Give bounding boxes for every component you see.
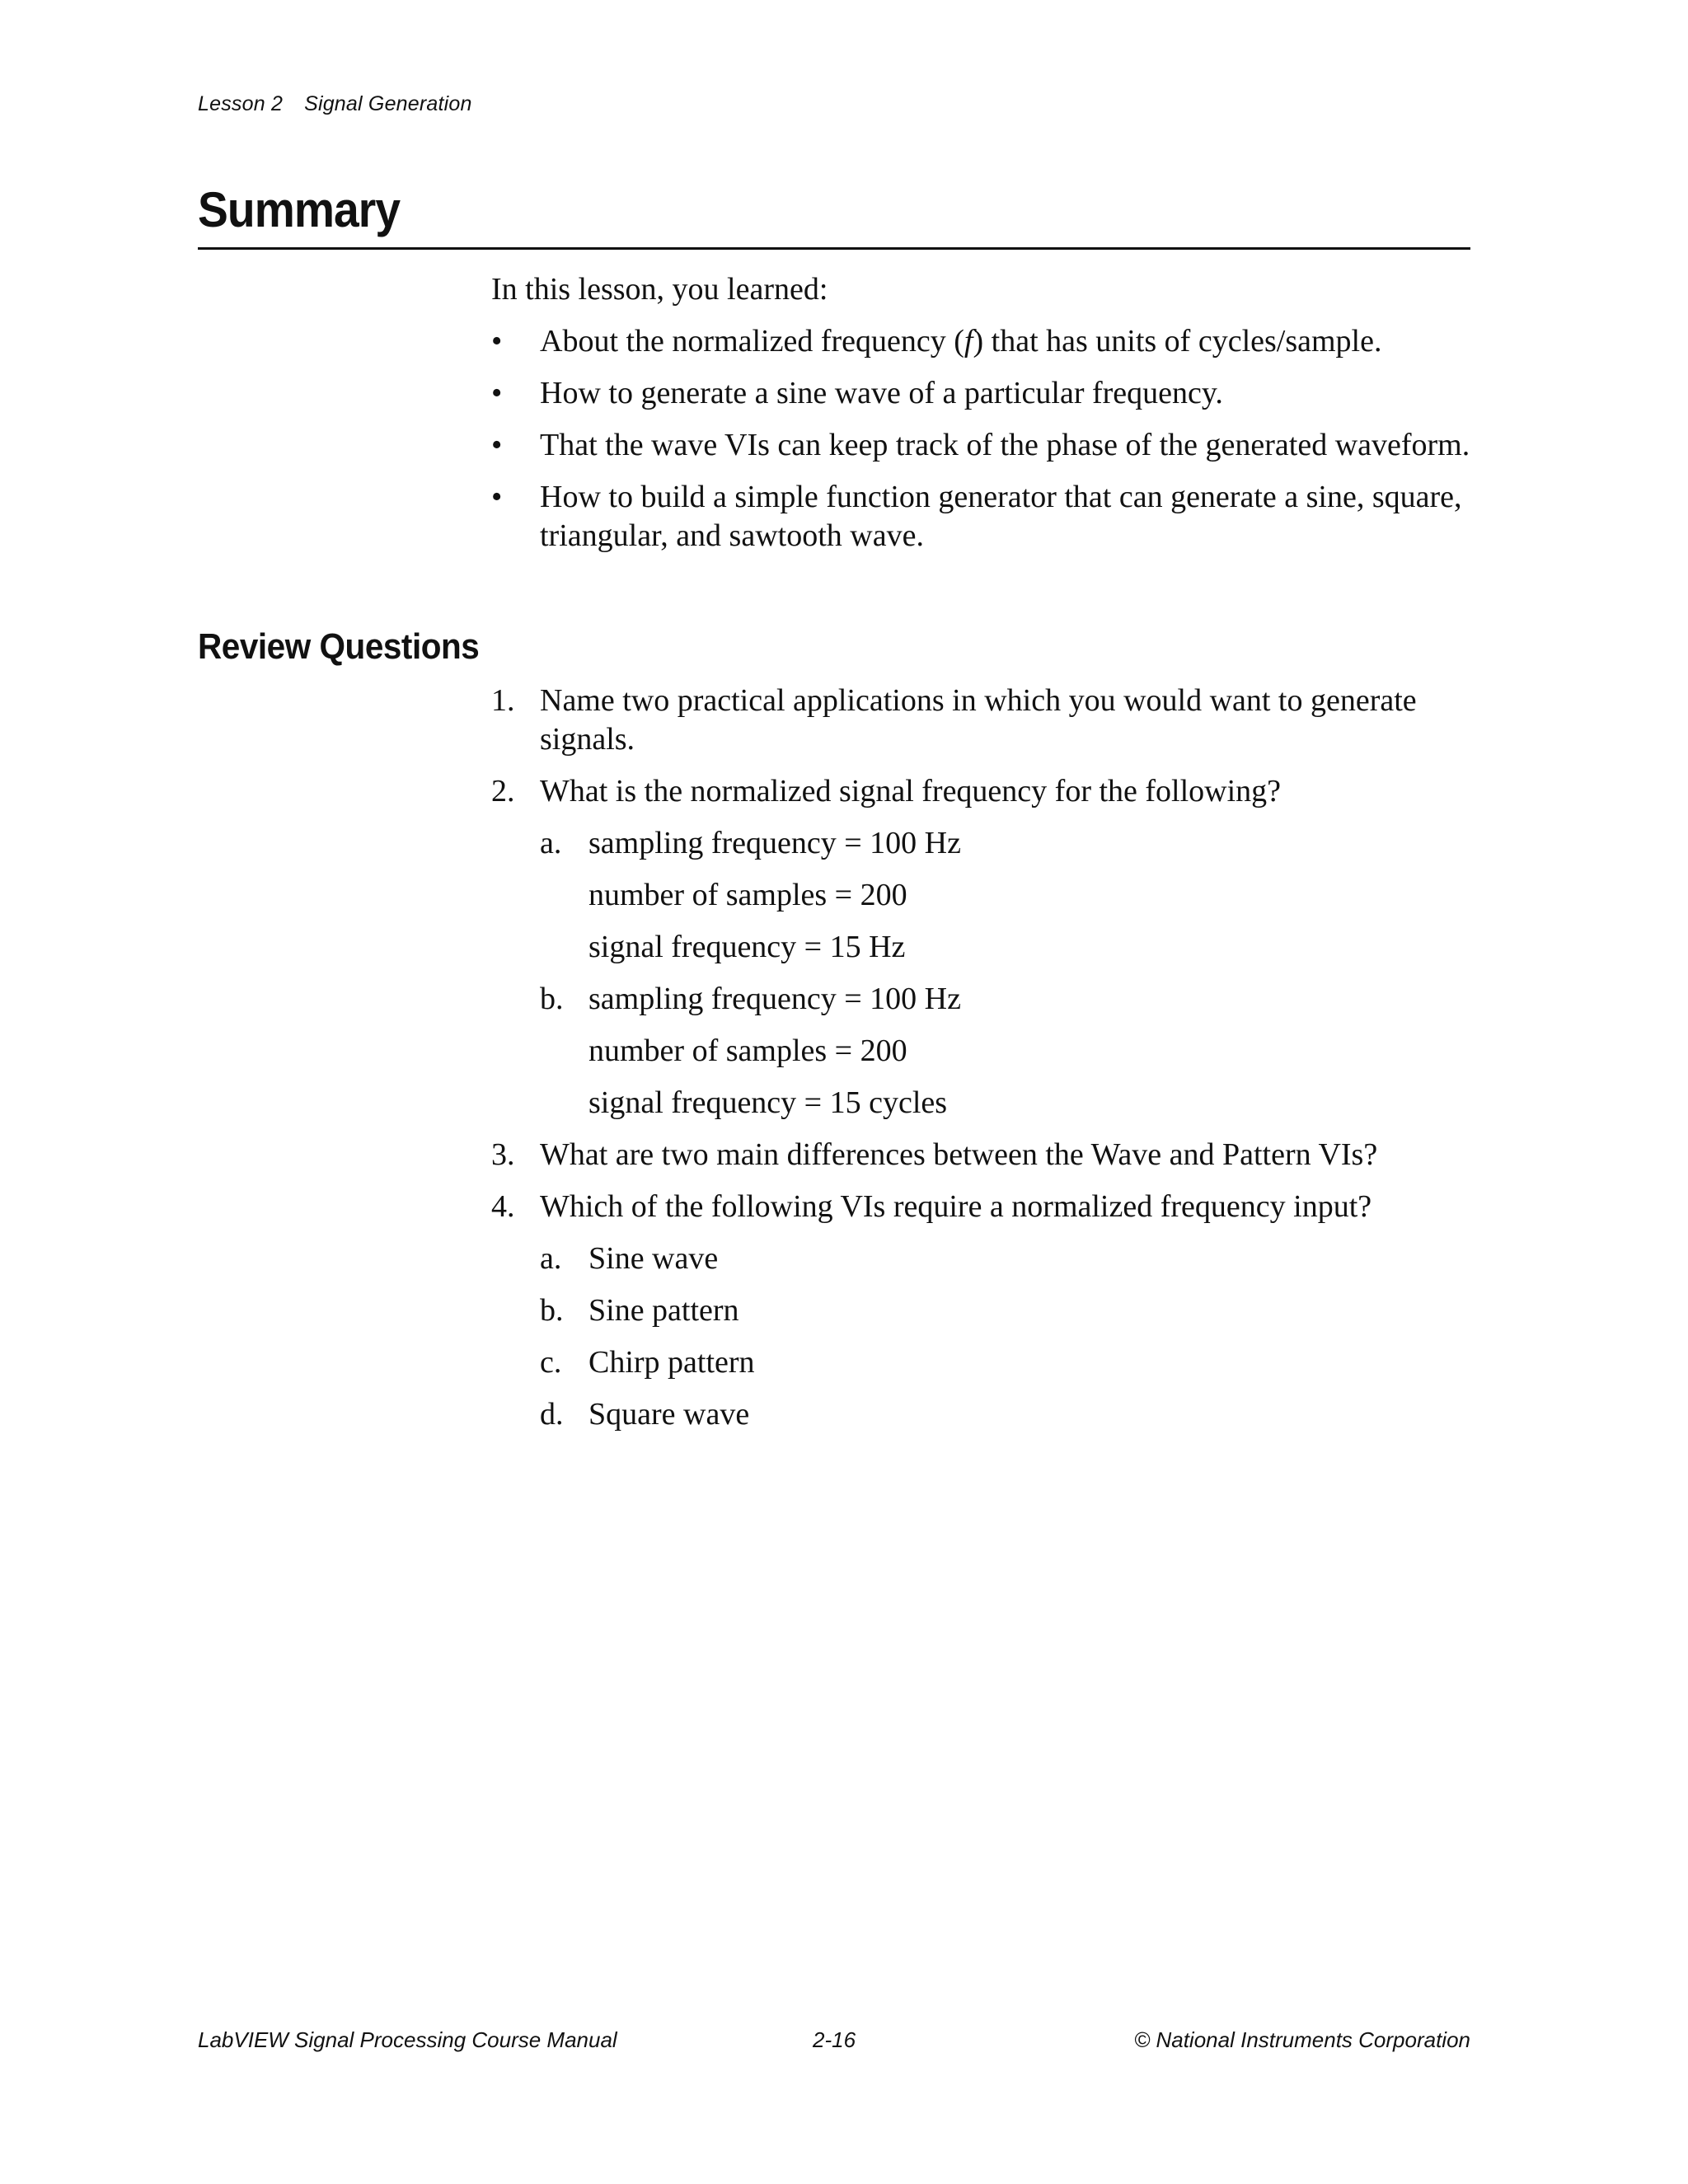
sub-question: [540, 1240, 1480, 1278]
sub-question-line: sampling frequency = 100 Hz: [588, 826, 961, 860]
sub-question-letter: d.: [540, 1397, 564, 1432]
sub-question-letter: a.: [540, 826, 562, 860]
lesson-title: Signal Generation: [304, 92, 472, 115]
sub-question-line: number of samples = 200: [588, 1033, 907, 1068]
footer-copyright: © National Instruments Corporation: [1134, 2027, 1470, 2052]
frequency-symbol: f: [964, 324, 973, 359]
sub-question-line: sampling frequency = 100 Hz: [588, 982, 961, 1016]
sub-question-line: signal frequency = 15 cycles: [588, 1085, 948, 1120]
bullet-marker: •: [491, 480, 503, 514]
question-list: [491, 682, 1480, 1447]
question-number: 4.: [491, 1189, 515, 1224]
sub-question-letter: c.: [540, 1345, 562, 1380]
lesson-number: Lesson 2: [198, 92, 284, 115]
sub-question-letter: a.: [540, 1241, 562, 1276]
question-text: Name two practical applications in which you would want to generate signals.: [540, 683, 1417, 757]
question-text: What is the normalized signal frequency for the following?: [540, 774, 1282, 808]
heading-rule: [198, 247, 1470, 250]
summary-item-text: How to build a simple function generator that can generate a sine, square, triangular, and sawtooth wave.: [540, 480, 1462, 553]
summary-item: [491, 478, 1480, 555]
question-text: What are two main differences between the Wave and Pattern VIs?: [540, 1137, 1378, 1172]
summary-item: [491, 374, 1480, 413]
sub-question: [540, 980, 1480, 1122]
sub-question-line: Square wave: [588, 1397, 750, 1432]
bullet-marker: •: [491, 376, 503, 410]
summary-item: [491, 322, 1480, 361]
sub-question-list: [540, 1240, 1480, 1434]
sub-question-line: Sine pattern: [588, 1293, 739, 1328]
summary-item-text-start: About the normalized frequency (: [540, 324, 964, 359]
sub-question: [540, 1343, 1480, 1382]
sub-question-letter: b.: [540, 982, 564, 1016]
bullet-marker: •: [491, 428, 503, 462]
sub-question-letter: b.: [540, 1293, 564, 1328]
sub-question: [540, 824, 1480, 967]
sub-question-line: Sine wave: [588, 1241, 719, 1276]
footer-manual-title: LabVIEW Signal Processing Course Manual: [198, 2027, 617, 2052]
sub-question-line: Chirp pattern: [588, 1345, 755, 1380]
summary-item-text-end: ) that has units of cycles/sample.: [973, 324, 1382, 359]
sub-question: [540, 1291, 1480, 1330]
summary-intro: In this lesson, you learned:: [491, 272, 828, 307]
running-header: [198, 92, 472, 116]
question: [491, 1188, 1480, 1434]
question-number: 3.: [491, 1137, 515, 1172]
review-heading: Review Questions: [198, 626, 480, 667]
question: [491, 1136, 1480, 1174]
question: [491, 682, 1480, 759]
summary-item-text: How to generate a sine wave of a particular frequency.: [540, 376, 1223, 410]
question-text: Which of the following VIs require a normalized frequency input?: [540, 1189, 1372, 1224]
sub-question-line: number of samples = 200: [588, 878, 907, 912]
sub-question: [540, 1395, 1480, 1434]
question: [491, 772, 1480, 1122]
sub-question-line: signal frequency = 15 Hz: [588, 930, 906, 964]
bullet-marker: •: [491, 324, 503, 359]
question-number: 1.: [491, 683, 515, 718]
footer-page-number: 2-16: [813, 2027, 856, 2052]
summary-heading: Summary: [198, 182, 401, 237]
summary-item-text: That the wave VIs can keep track of the phase of the generated waveform.: [540, 428, 1470, 462]
summary-list: [491, 322, 1480, 569]
summary-item: [491, 426, 1480, 465]
sub-question-list: [540, 824, 1480, 1122]
question-number: 2.: [491, 774, 515, 808]
